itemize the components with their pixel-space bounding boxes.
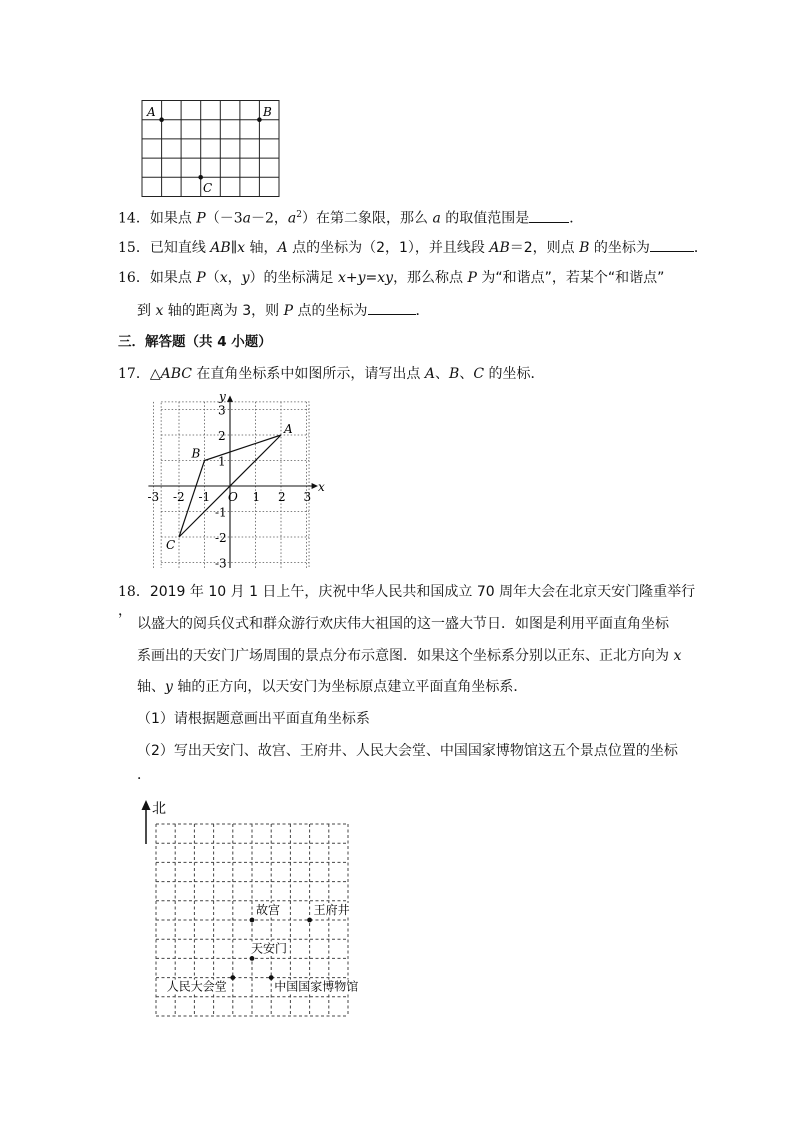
y-axis-label: y	[219, 389, 226, 404]
x-tick-label: 3	[303, 490, 312, 504]
question-15: 15．已知直线 AB∥x 轴，A 点的坐标为（2，1），并且线段 AB＝2，则点 B 的坐标为 ．	[118, 237, 708, 258]
question-16-line2: 到 x 轴的距离为 3，则 P 点的坐标为 ．	[137, 300, 430, 321]
question-18-sub2-end: ．	[137, 767, 151, 783]
coordinate-chart	[130, 388, 330, 568]
point-label-b: B	[191, 446, 201, 461]
point-b	[257, 117, 262, 122]
x-axis-label: x	[317, 480, 325, 494]
question-17: 17．△ABC 在直角坐标系中如图所示，请写出点 A、B、C 的坐标．	[118, 366, 545, 382]
question-18-line3: 系画出的天安门广场周围的景点分布示意图．如果这个坐标系分别以正东、正北方向为 x	[137, 648, 682, 664]
place-label-great-hall: 人民大会堂	[166, 979, 227, 994]
answer-blank[interactable]	[368, 300, 416, 315]
place-dot-great-hall	[230, 975, 235, 980]
place-label-national-museum: 中国国家博物馆	[274, 979, 359, 994]
y-tick-label: -2	[215, 531, 227, 545]
grid-figure-abc	[140, 100, 280, 200]
point-c	[198, 175, 203, 180]
y-tick-label: -1	[215, 505, 227, 520]
place-dot-gugong	[250, 918, 255, 923]
question-16: 16．如果点 P（x，y）的坐标满足 x+y=xy，那么称点 P 为“和谐点”，若某个“和谐点”	[118, 270, 665, 286]
north-arrow	[142, 800, 151, 844]
y-tick-label: 2	[218, 429, 226, 443]
scenic-map	[130, 796, 360, 1022]
place-dot-tiananmen	[250, 956, 255, 961]
x-tick-label: 2	[278, 490, 286, 504]
x-tick-label: 1	[252, 490, 261, 504]
label-c: C	[203, 181, 213, 195]
place-label-tiananmen: 天安门	[251, 941, 288, 956]
x-tick-label: -2	[173, 490, 185, 504]
section-3-heading: 三．解答题（共 4 小题）	[118, 334, 272, 350]
point-label-c: C	[166, 538, 176, 552]
place-label-gugong: 故宫	[256, 903, 281, 917]
y-tick-label: -3	[215, 556, 227, 568]
answer-blank[interactable]	[529, 208, 569, 223]
question-18-line2: 以盛大的阅兵仪式和群众游行欢庆伟大祖国的这一盛大节日．如图是利用平面直角坐标	[137, 616, 669, 632]
question-18-sub1: （1）请根据题意画出平面直角坐标系	[137, 711, 370, 727]
question-18-sub2: （2）写出天安门、故宫、王府井、人民大会堂、中国国家博物馆这五个景点位置的坐标	[137, 743, 678, 759]
point-label-a: A	[284, 422, 293, 436]
x-tick-label: -3	[147, 490, 160, 504]
x-tick-label: -1	[198, 490, 211, 504]
place-dot-national-museum	[269, 975, 274, 980]
y-tick-label: 3	[218, 403, 226, 418]
answer-blank[interactable]	[650, 237, 694, 252]
x-tick-label: O	[228, 490, 238, 504]
question-18-line4: 轴、y 轴的正方向，以天安门为坐标原点建立平面直角坐标系．	[137, 679, 528, 695]
point-a	[159, 117, 164, 122]
label-b: B	[263, 105, 272, 119]
question-18: 18．2019 年 10 月 1 日上午，庆祝中华人民共和国成立 70 周年大会在北京天安门隆重举行	[118, 584, 696, 600]
question-14: 14．如果点 P（－3a－2，$a^2$）在第二象限，那么 a 的取值范围是 ．	[118, 205, 583, 229]
place-label-wangfujing: 王府井	[313, 903, 350, 917]
place-dot-wangfujing	[307, 918, 312, 923]
y-axis-arrow	[227, 395, 233, 401]
label-a: A	[147, 105, 156, 119]
north-label: 北	[152, 801, 166, 817]
question-18-comma: ，	[118, 603, 132, 619]
y-tick-label: 1	[218, 454, 226, 469]
